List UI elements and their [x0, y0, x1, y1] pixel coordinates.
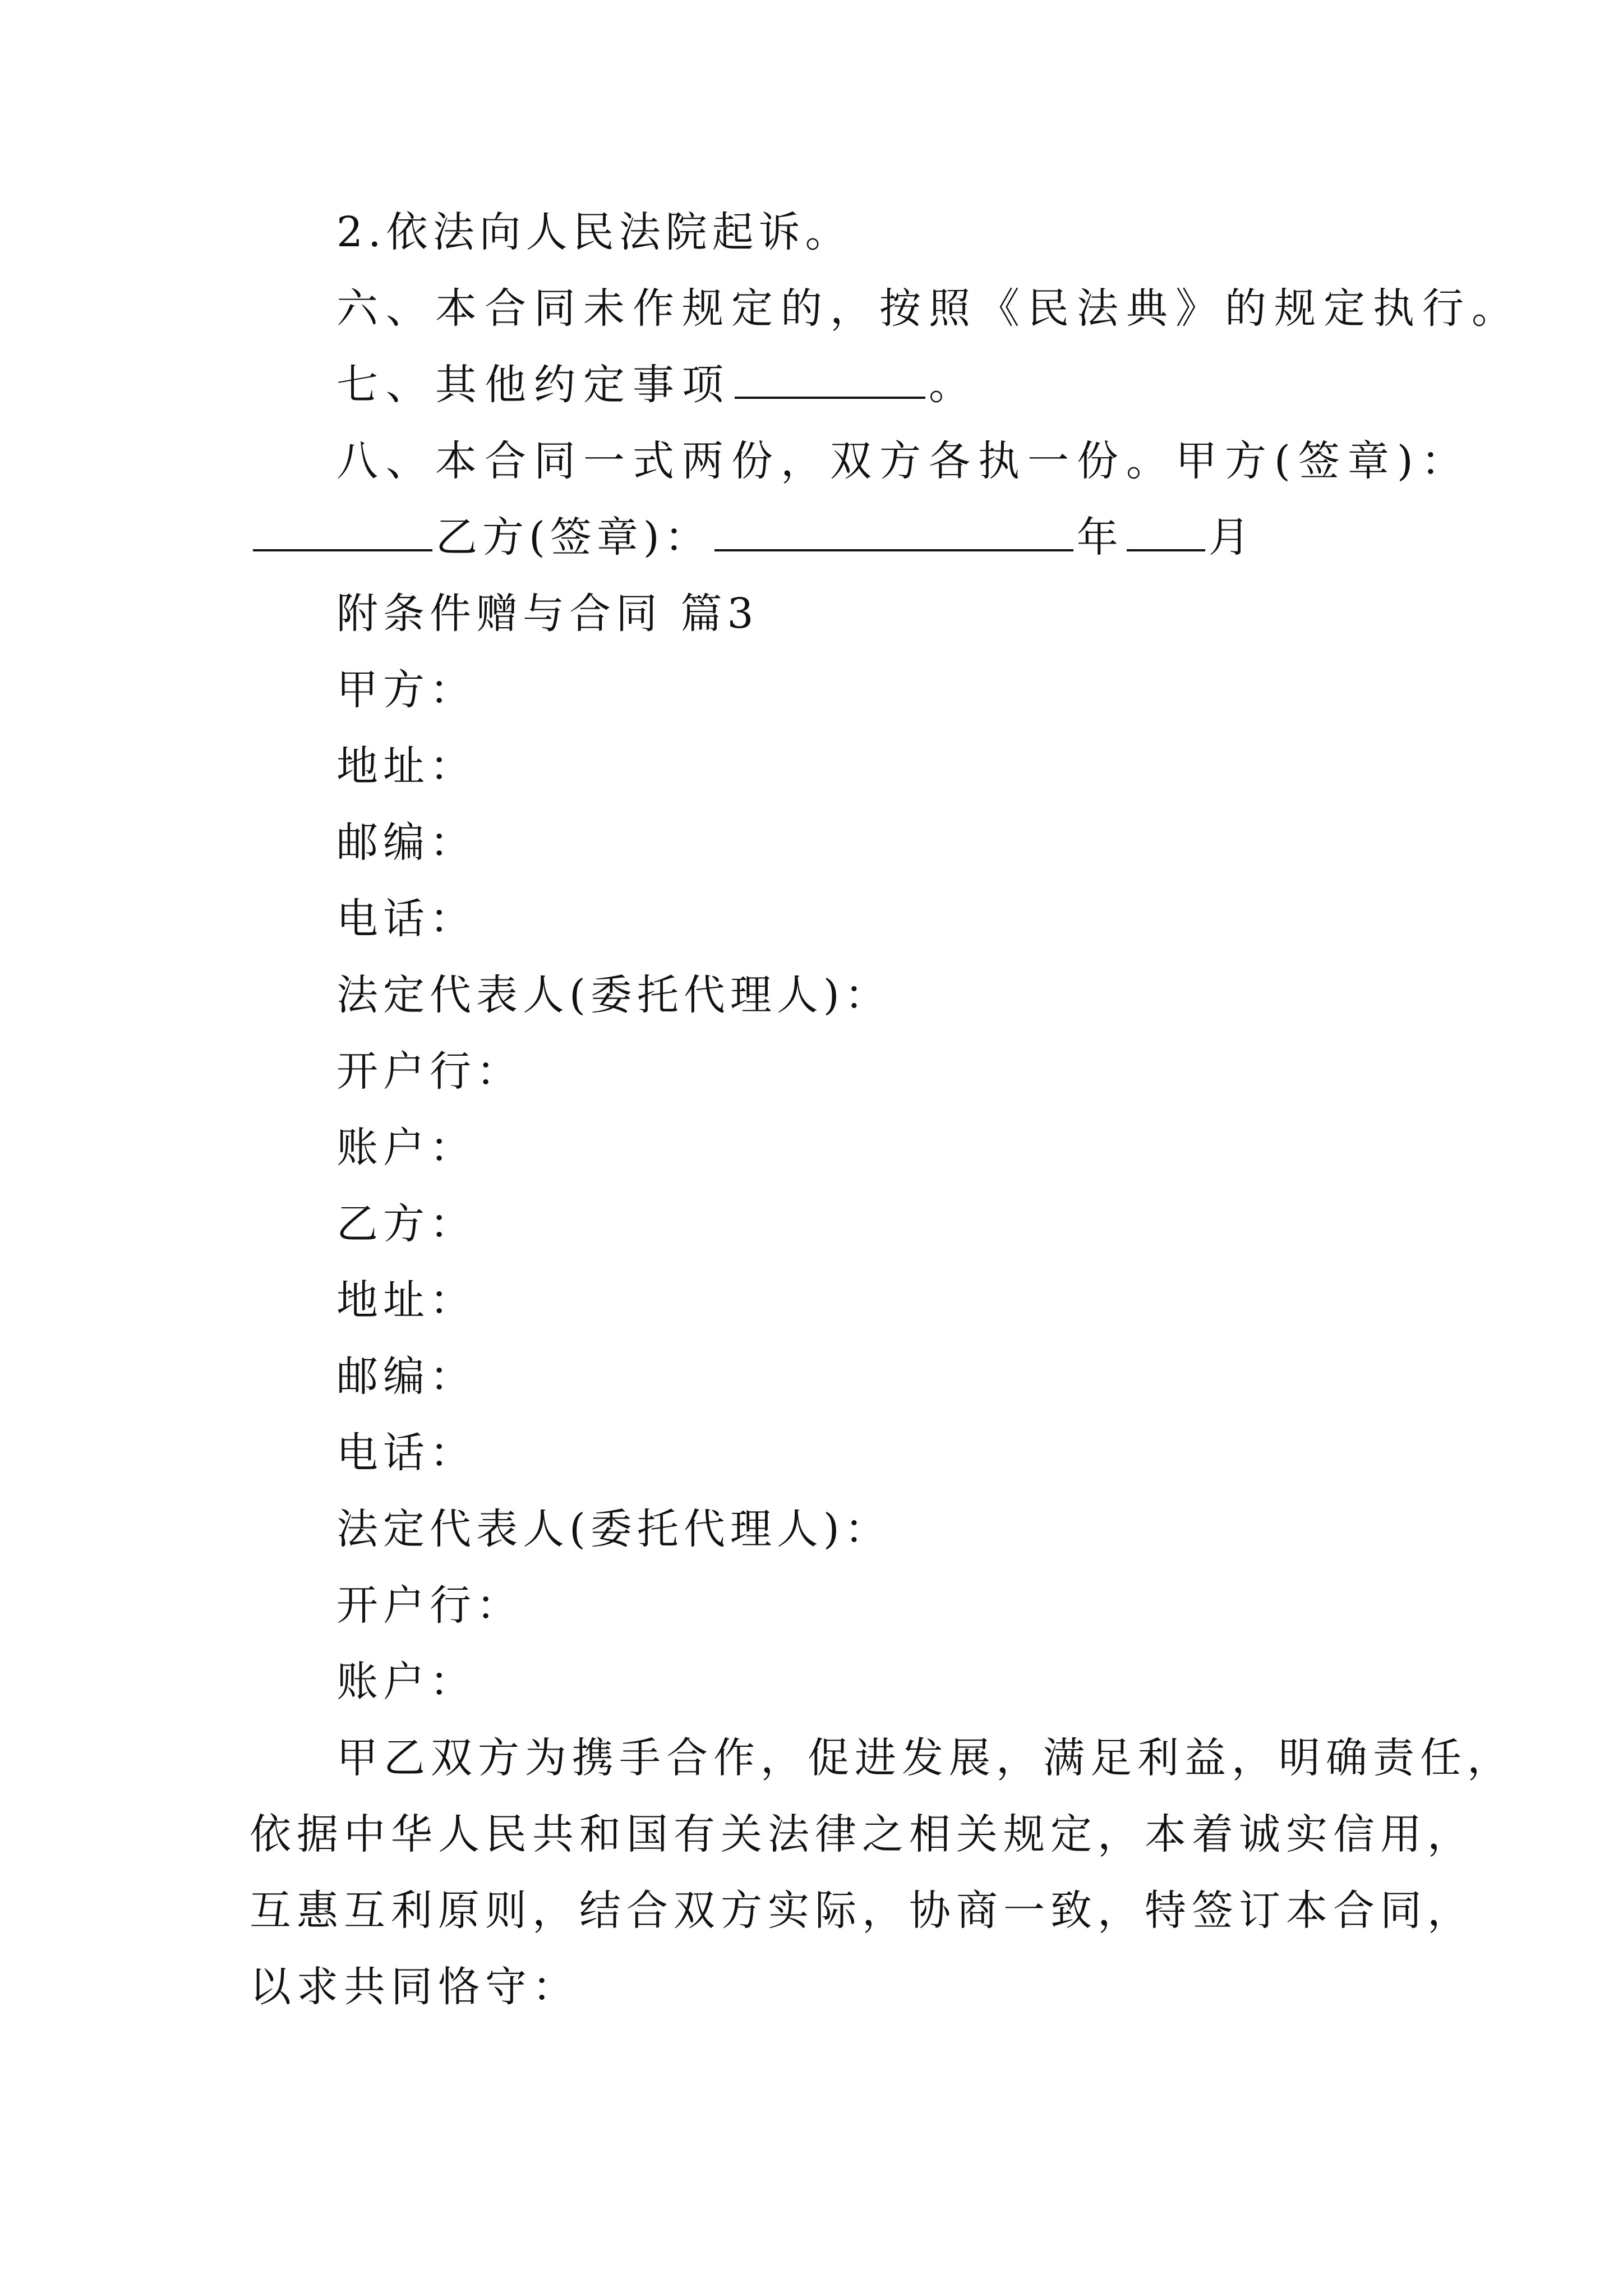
preamble-line-3 [250, 1883, 1474, 1939]
party-b-text: 乙方： [336, 1200, 476, 1248]
party-a-address [336, 738, 476, 794]
party-a-account [336, 1120, 476, 1176]
preamble-line-2 [250, 1806, 1474, 1862]
party-b-representative [336, 1501, 891, 1557]
party-b-signature-blank [714, 513, 1073, 551]
clause-7 [336, 357, 978, 413]
clause-7-end: 。 [929, 361, 978, 409]
party-b-signature-label: 乙方(签章)： [436, 513, 711, 562]
month-label: 月 [1208, 513, 1255, 562]
party-b-phone [336, 1425, 476, 1481]
clause-2-court [336, 204, 852, 260]
clause-8-text: 八、本合同一式两份，双方各执一份。甲方(签章)： [336, 437, 1470, 485]
year-label: 年 [1076, 513, 1123, 562]
preamble-line-3-text: 互惠互利原则，结合双方实际，协商一致，特签订本合同， [250, 1887, 1474, 1935]
preamble-line-4 [250, 1959, 579, 2015]
section-title-text: 附条件赠与合同 篇3 [336, 590, 759, 638]
party-b-label [336, 1196, 476, 1252]
signature-line [250, 509, 1255, 565]
party-a-text: 甲方： [336, 666, 476, 714]
party-a-representative [336, 967, 891, 1023]
section-title [336, 586, 759, 642]
preamble-line-1 [336, 1730, 1514, 1786]
party-b-account [336, 1654, 476, 1710]
clause-7-text: 七、其他约定事项 [336, 361, 731, 409]
party-b-address-text: 地址： [336, 1276, 476, 1324]
month-blank [1127, 513, 1205, 551]
clause-2-text: 2.依法向人民法院起诉。 [336, 208, 852, 256]
party-a-postcode-text: 邮编： [336, 818, 476, 867]
party-b-representative-text: 法定代表人(委托代理人)： [336, 1505, 891, 1553]
party-b-address [336, 1272, 476, 1328]
party-b-bank-text: 开户行： [336, 1581, 523, 1630]
party-a-account-text: 账户： [336, 1124, 476, 1172]
party-a-bank [336, 1043, 523, 1099]
party-a-representative-text: 法定代表人(委托代理人)： [336, 971, 891, 1019]
party-b-postcode-text: 邮编： [336, 1352, 476, 1401]
party-a-address-text: 地址： [336, 742, 476, 790]
party-b-phone-text: 电话： [336, 1429, 476, 1477]
party-a-bank-text: 开户行： [336, 1047, 523, 1096]
clause-6 [336, 280, 1521, 337]
preamble-line-4-text: 以求共同恪守： [250, 1963, 579, 2011]
clause-8 [336, 433, 1470, 489]
party-a-phone-text: 电话： [336, 895, 476, 943]
party-b-bank [336, 1577, 523, 1634]
party-a-label [336, 662, 476, 718]
other-matters-blank [735, 361, 925, 399]
clause-6-text: 六、本合同未作规定的，按照《民法典》的规定执行。 [336, 284, 1521, 333]
preamble-line-1-text: 甲乙双方为携手合作，促进发展，满足利益，明确责任， [336, 1734, 1514, 1782]
party-a-signature-blank [253, 513, 432, 551]
preamble-line-2-text: 依据中华人民共和国有关法律之相关规定，本着诚实信用， [250, 1810, 1474, 1858]
party-a-postcode [336, 815, 476, 871]
party-b-postcode [336, 1349, 476, 1405]
party-a-phone [336, 891, 476, 947]
party-b-account-text: 账户： [336, 1658, 476, 1706]
